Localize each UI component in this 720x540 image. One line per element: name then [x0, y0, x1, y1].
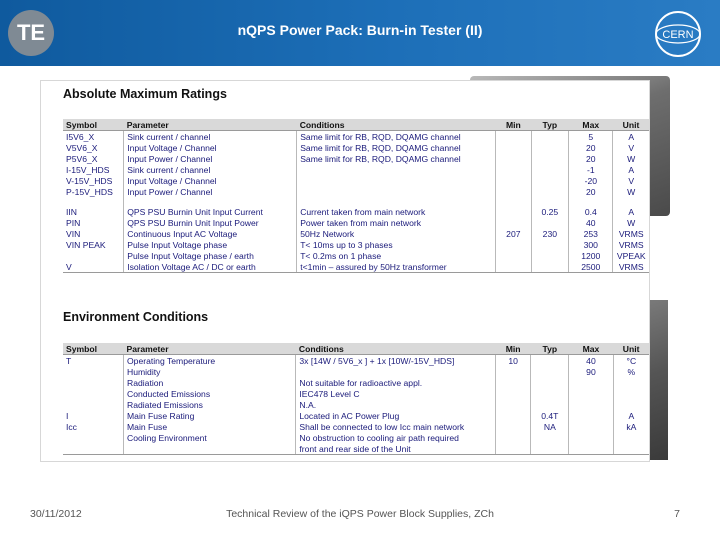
table-cell: [496, 175, 532, 186]
table-row: [63, 250, 649, 261]
table-cell: [531, 377, 569, 388]
table-cell: V: [628, 175, 635, 186]
table-cell: IEC478 Level C: [296, 388, 495, 399]
footer-date: 30/11/2012: [30, 508, 82, 520]
table-cell: 10: [495, 355, 531, 367]
table-row: [63, 175, 649, 186]
table-cell: [495, 410, 531, 421]
header-cell: Conditions: [297, 119, 496, 131]
table-cell: [613, 443, 649, 455]
header-bar: [0, 0, 720, 66]
table-cell: [496, 186, 532, 197]
table-cell: Icc: [63, 421, 124, 432]
table-cell: [496, 206, 532, 217]
table-cell: %: [627, 366, 636, 377]
cern-logo: [652, 8, 704, 60]
table-cell: 0.4: [569, 206, 613, 217]
table-cell: Operating Temperature: [124, 355, 296, 367]
table-cell: [496, 164, 532, 175]
table-cell: Input Voltage / Channel: [124, 142, 297, 153]
table-cell: V: [63, 261, 124, 273]
table-cell: t<1min – assured by 50Hz transformer: [297, 261, 496, 273]
table-cell: [613, 197, 649, 206]
table-cell: Pulse Input Voltage phase / earth: [124, 250, 297, 261]
table-cell: Shall be connected to low Icc main network: [296, 421, 495, 432]
table-cell: W: [627, 186, 636, 197]
table-cell: [531, 217, 569, 228]
table-cell: Input Power / Channel: [124, 186, 297, 197]
table-cell: Current taken from main network: [297, 206, 496, 217]
table-cell: Continuous Input AC Voltage: [124, 228, 297, 239]
table-cell: Pulse Input Voltage phase: [124, 239, 297, 250]
table-cell: [297, 186, 496, 197]
table-cell: [495, 377, 531, 388]
table-cell: 230: [531, 228, 569, 239]
table-cell: Input Power / Channel: [124, 153, 297, 164]
table-cell: P-15V_HDS: [63, 186, 124, 197]
table-cell: [531, 153, 569, 164]
table-cell: 5: [569, 131, 613, 143]
table-cell: 20: [569, 153, 613, 164]
table-cell: [63, 366, 124, 377]
table-cell: V-15V_HDS: [63, 175, 124, 186]
table-cell: 1200: [569, 250, 613, 261]
table-row: [63, 399, 649, 410]
table-cell: [496, 197, 532, 206]
table-cell: Radiated Emissions: [124, 399, 296, 410]
table-cell: A: [628, 164, 635, 175]
slide-title: nQPS Power Pack: Burn-in Tester (II): [237, 22, 483, 38]
table-cell: W: [627, 217, 636, 228]
table-cell: Same limit for RB, RQD, DQAMG channel: [297, 153, 496, 164]
table-cell: [569, 421, 614, 432]
table-cell: [495, 432, 531, 443]
table-cell: [531, 250, 569, 261]
table-cell: [531, 355, 569, 367]
table-cell: [124, 443, 296, 455]
header-cell: Typ: [531, 343, 569, 355]
table-cell: [531, 261, 569, 273]
table-cell: °C: [626, 355, 637, 366]
table-cell: Sink current / channel: [124, 164, 297, 175]
header-cell: Parameter: [124, 119, 297, 131]
header-cell: Symbol: [63, 119, 124, 131]
spec-sheet: [40, 80, 650, 462]
table-cell: 300: [569, 239, 613, 250]
table-cell: Isolation Voltage AC / DC or earth: [124, 261, 297, 273]
table-cell: T: [63, 355, 124, 367]
table-cell: [297, 164, 496, 175]
header-cell: Typ: [531, 119, 569, 131]
table-row: [63, 206, 649, 217]
table-cell: Main Fuse Rating: [124, 410, 296, 421]
table-cell: [569, 443, 614, 455]
table-row: [63, 432, 649, 443]
table-cell: QPS PSU Burnin Unit Input Current: [124, 206, 297, 217]
table-row: [63, 131, 649, 143]
table-cell: [531, 186, 569, 197]
table-cell: [531, 197, 569, 206]
table-cell: [124, 197, 297, 206]
table-cell: [63, 443, 124, 455]
table-cell: Cooling Environment: [124, 432, 296, 443]
header-cell: Parameter: [124, 343, 296, 355]
table-cell: [531, 399, 569, 410]
table-cell: N.A.: [296, 399, 495, 410]
cern-logo-text: CERN: [662, 29, 694, 41]
table-cell: I: [63, 410, 124, 421]
table-cell: [531, 366, 569, 377]
table-cell: Same limit for RB, RQD, DQAMG channel: [297, 131, 496, 143]
table-cell: [531, 142, 569, 153]
table-cell: QPS PSU Burnin Unit Input Power: [124, 217, 297, 228]
table-cell: [496, 239, 532, 250]
table-cell: 0.25: [531, 206, 569, 217]
abs-max-table: [63, 119, 649, 273]
header-cell: Conditions: [296, 343, 495, 355]
table-row: [63, 421, 649, 432]
table-cell: [531, 175, 569, 186]
table-row: [63, 197, 649, 206]
table-cell: kA: [626, 421, 637, 432]
table-cell: Humidity: [124, 366, 296, 377]
footer-title: Technical Review of the iQPS Power Block Supplies, ZCh: [226, 508, 494, 520]
table-cell: [613, 399, 649, 410]
table-row: [63, 142, 649, 153]
table-cell: 40: [569, 355, 614, 367]
table-cell: [613, 377, 649, 388]
table-cell: Located in AC Power Plug: [296, 410, 495, 421]
table-cell: [531, 443, 569, 455]
table-cell: [569, 399, 614, 410]
table-cell: Input Voltage / Channel: [124, 175, 297, 186]
table-cell: 207: [496, 228, 532, 239]
table-cell: Sink current / channel: [124, 131, 297, 143]
te-logo: TE: [8, 10, 54, 56]
table-cell: [569, 197, 613, 206]
table-cell: Radiation: [124, 377, 296, 388]
header-cell: Min: [495, 343, 531, 355]
table-cell: [496, 153, 532, 164]
table-cell: [613, 432, 649, 443]
table-cell: [495, 388, 531, 399]
table-cell: 50Hz Network: [297, 228, 496, 239]
table-cell: A: [628, 410, 635, 421]
table-cell: V: [628, 142, 635, 153]
table-cell: front and rear side of the Unit: [296, 443, 495, 455]
table-cell: [495, 443, 531, 455]
table-cell: Same limit for RB, RQD, DQAMG channel: [297, 142, 496, 153]
table-cell: 20: [569, 186, 613, 197]
table-cell: -20: [569, 175, 613, 186]
table-cell: VRMS: [613, 261, 649, 273]
table-cell: 90: [569, 366, 614, 377]
table-cell: V5V6_X: [63, 142, 124, 153]
table-row: [63, 388, 649, 399]
table-cell: [531, 432, 569, 443]
table-row: [63, 261, 649, 273]
table-cell: [531, 164, 569, 175]
table-row: [63, 228, 649, 239]
table-cell: VRMS: [618, 239, 644, 250]
table-cell: T< 0.2ms on 1 phase: [297, 250, 496, 261]
table-row: [63, 410, 649, 421]
table-cell: A: [628, 131, 635, 142]
table-cell: -1: [569, 164, 613, 175]
table-cell: [496, 142, 532, 153]
table-cell: [63, 197, 124, 206]
table-cell: [63, 377, 124, 388]
table-row: [63, 186, 649, 197]
header-cell: Min: [496, 119, 532, 131]
table-cell: VIN: [63, 228, 124, 239]
header-cell: Max: [569, 119, 613, 131]
header-cell: Symbol: [63, 343, 124, 355]
table-cell: A: [628, 206, 635, 217]
table-cell: T< 10ms up to 3 phases: [297, 239, 496, 250]
table-cell: 20: [569, 142, 613, 153]
table-row: [63, 443, 649, 455]
table-row: [63, 164, 649, 175]
table-cell: 0.4T: [531, 410, 569, 421]
page-number: 7: [674, 508, 680, 520]
table-cell: [297, 197, 496, 206]
header-cell: Unit: [613, 343, 649, 355]
table-cell: Main Fuse: [124, 421, 296, 432]
table-cell: VIN PEAK: [63, 239, 124, 250]
env-table: [63, 343, 649, 455]
table-row: [63, 377, 649, 388]
table-cell: No obstruction to cooling air path required: [296, 432, 495, 443]
table-cell: 253: [569, 228, 613, 239]
table-cell: [495, 366, 531, 377]
table-cell: PIN: [63, 217, 124, 228]
table-cell: 2500: [569, 261, 613, 273]
table-cell: 3x [14W / 5V6_x ] + 1x [10W/-15V_HDS]: [296, 355, 495, 367]
table-cell: [495, 399, 531, 410]
header-cell: Max: [569, 343, 614, 355]
table-cell: I-15V_HDS: [63, 164, 124, 175]
table-cell: 40: [569, 217, 613, 228]
table-cell: VPEAK: [616, 250, 646, 261]
table-cell: Power taken from main network: [297, 217, 496, 228]
table-cell: P5V6_X: [63, 153, 124, 164]
table-row: [63, 366, 649, 377]
table-cell: VRMS: [618, 228, 644, 239]
table-cell: [496, 131, 532, 143]
table-cell: NA: [531, 421, 569, 432]
table-cell: [496, 217, 532, 228]
table-cell: [531, 131, 569, 143]
table-cell: I5V6_X: [63, 131, 124, 143]
table-cell: [63, 432, 124, 443]
table-cell: [496, 261, 532, 273]
table-cell: Conducted Emissions: [124, 388, 296, 399]
table-cell: Not suitable for radioactive appl.: [296, 377, 495, 388]
table-cell: [297, 175, 496, 186]
table-cell: [296, 366, 495, 377]
table-cell: [569, 377, 614, 388]
table-cell: [531, 239, 569, 250]
table-cell: [569, 388, 614, 399]
table-cell: [495, 421, 531, 432]
table-row: [63, 239, 649, 250]
table-row: [63, 153, 649, 164]
table-cell: [569, 432, 614, 443]
table-row: [63, 355, 649, 367]
env-title: Environment Conditions: [63, 310, 209, 324]
table-cell: [63, 388, 124, 399]
table-cell: [496, 250, 532, 261]
table-cell: [63, 399, 124, 410]
table-cell: [613, 388, 649, 399]
abs-max-title: Absolute Maximum Ratings: [63, 87, 227, 101]
table-cell: [569, 410, 614, 421]
table-row: [63, 217, 649, 228]
header-cell: Unit: [613, 119, 649, 131]
table-cell: [531, 388, 569, 399]
table-cell: W: [627, 153, 636, 164]
table-cell: [63, 250, 124, 261]
table-cell: IIN: [63, 206, 124, 217]
